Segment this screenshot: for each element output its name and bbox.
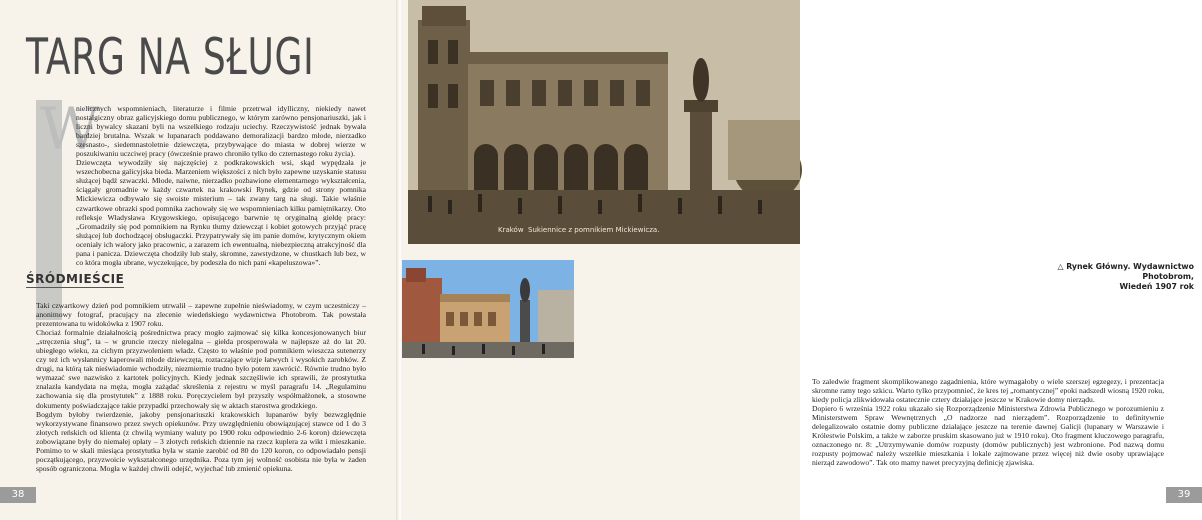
left-body-bottom <box>36 301 366 473</box>
paragraph: Bogdym byłoby twierdzenie, jakoby pensjonariuszki krakowskich lupanarów były bezwzględnie wykorzystywane finansowo przez swych opiekunów. Przy uwzględnieniu obowiązującej stawce od 1 do 3 złotych reńskich od klienta (z chwilą wymiany waluty po 1900 roku odpowiednio 2-6 koron) dziewczęta zobowiązane były do niemałej opłaty – 3 złotych reńskich dziennie na rzecz kuplera za wikt i mieszkanie. Pomimo to w skali miesiąca prostytutka była w stanie zarobić od 80 do 120 koron, co odpowiadało pensji początkującego, przyzwoicie wykształconego urzędnika. Poza tym jej wolność osobista nie była w żaden sposób ograniczona. Mogła w każdej chwili odejść, wyjechać lub zmienić opiekuna. <box>36 409 366 473</box>
paragraph: Dopiero 6 września 1922 roku ukazało się Rozporządzenie Ministerstwa Zdrowia Publicznego w porozumieniu z Ministerstwem Spraw Wewnętrznych „O nadzorze nad nierządem”. Rozporządzenie to definitywnie delegalizowało ostatnie domy publiczne działające jeszcze na terenie dawnej Galicji (lupanary w Warszawie i Królestwie Polskim, a także w zaborze pruskim skasowano już w 1910 roku). Oto fragment kluczowego paragrafu, oznaczonego nr. 8: „Utrzymywanie domów rozpusty (domów publicznych) jest wzbronione. Pod nazwą domu rozpusty pojmować należy wszelkie mieszkania i lokale zajmowane przez więcej niż dwie osoby uprawiające nierząd zawodowo”. Tak oto mamy nawet precyzyjną definicję zjawiska. <box>812 404 1164 468</box>
right-body <box>812 377 1164 467</box>
paragraph: Taki czwartkowy dzień pod pomnikiem utrwalił – zapewne zupełnie nieświadomy, w czym uczestniczy – anonimowy fotograf, pracujący na zlecenie wiedeńskiego wydawnictwa Photobrom. Tak powstała prezentowana tu widokówka z 1907 roku. <box>36 301 366 329</box>
postcard-caption: Kraków Sukiennice z pomnikiem Mickiewicza. <box>498 226 660 234</box>
paragraph: Dziewczęta wywodziły się najczęściej z podkrakowskich wsi, skąd wypędzała je wszechobecna galicyjska bieda. Marzeniem większości z nich było zapewne uzyskanie statusu służącej bądź szwaczki. Młode, naiwne, nierzadko pozbawione elementarnego wykształcenia, ściągały gromadnie w każdy czwartek na krakowski Rynek, gdzie od strony pomnika Mickiewicza odbywało się swoiste misterium – tak zwany targ na sługi. Takie właśnie czwartkowe obrazki spod pomnika zachowały się we wspomnieniach kilku pamiętnikarzy. Oto refleksje Władysława Krygowskiego, opisującego barwnie tę oryginalną giełdę pracy: „Gromadziły się pod pomnikiem na Rynku tłumy dziewcząt i kobiet gotowych przyjąć pracę służącej lub dochodzącej obsługaczki. Przypatrywały się im panie domów, krytycznym okiem oceniały ich walory jako pracownic, a zarazem ich ewentualną, niebezpieczną atrakcyjność dla pana i panicza. Dziewczęta chodziły lub stały, skromne, zawstydzone, w chustkach lub bez, w co która mogła ubrane, wyczekujące, by podeszła do nich pani «kapeluszowa»”. <box>76 158 366 267</box>
page-number-left: 38 <box>0 487 36 503</box>
left-page <box>0 0 398 520</box>
drop-cap: W <box>40 95 100 163</box>
section-label: ŚRÓDMIEŚCIE <box>26 272 125 286</box>
paragraph: Chociaż formalnie działalnością pośrednictwa pracy mogło zajmować się kilka koncesjonowanych biur „stręczenia sług”, ta – w gruncie rzeczy nielegalna – giełda prosperowała w najlepsze aż do lat 20. ubiegłego wieku, za cichym przyzwoleniem władz. Często to właśnie pod pomnikiem wieszcza sutenerzy czy też ich wysłannicy kaperowali młode dziewczęta, roztaczające wizje łatwych i wysokich zarobków. Z drugi, na którą tak nieświadomie wchodziły, niezmiernie trudno było potem zawrócić. Równie trudno było wymazać swe nazwisko z kartotek policyjnych. Kiedy jednak szczęśliwie ich sprawili, że prostytutka znalazła kandydata na męża, mogła zażądać skreślenia z rejestru w myśl paragrafu 14. „Regulaminu zachowania się dla prostytutek” z 1888 roku. Poręczycielem był przyszły współmałżonek, a stosowne dokumenty poświadczające takie przypadki przechowały się w aktach starostwa grodzkiego. <box>36 328 366 410</box>
paragraph: nielicznych wspomnieniach, literaturze i filmie przetrwał idylliczny, niekiedy nawet nostalgiczny obraz galicyjskiego domu publicznego, w którym zarówno pensjonariuszki, jak i liczni bywalcy skazani byli na wszelkiego rodzaju uciechy. Rzeczywistość jednak bywała bardziej brutalna. Wszak w lupanarach poddawano demoralizacji bardzo młode, nierzadko szesnasto-, siedemnastoletnie dziewczęta, przybywające do miasta w dobrej wierze w poszukiwaniu uczciwej pracy (ówcześnie prawo chroniło tylko do czternastego roku życia). <box>76 104 366 159</box>
caption-line: △ Rynek Główny. Wydawnictwo Photobrom, <box>1057 262 1194 281</box>
page-number-right: 39 <box>1166 487 1202 503</box>
modern-photo-illustration <box>402 260 574 358</box>
postcard-illustration <box>408 0 800 244</box>
page-title: TARG NA SŁUGI <box>26 28 315 86</box>
photo-caption <box>1042 262 1194 292</box>
caption-line: Wiedeń 1907 rok <box>1119 282 1194 291</box>
paragraph: To zaledwie fragment skomplikowanego zagadnienia, które wymagałoby o wiele szerszej egzegezy, i prezentacja skromne ramy tego szkicu. Warto tylko przypomnieć, że kres tej „romantycznej” epoki nadszedł wiosną 1920 roku, kiedy policja zlikwidowała ostatecznie cztery działające jeszcze w Krakowie domy nierządu. <box>812 377 1164 405</box>
modern-square-photo <box>402 260 574 358</box>
historic-postcard-photo <box>408 0 800 244</box>
left-body-top <box>76 104 366 267</box>
